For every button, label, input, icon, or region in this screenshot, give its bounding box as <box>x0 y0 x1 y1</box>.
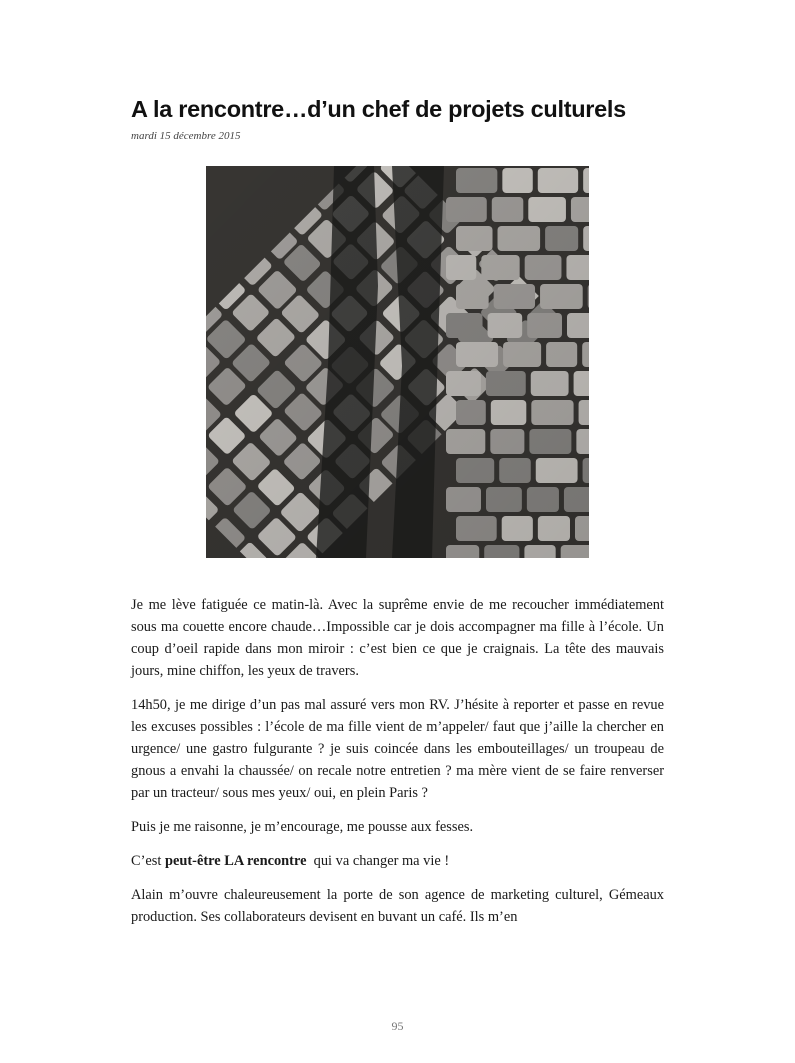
emphasis-text: peut-être LA rencontre <box>164 853 307 869</box>
article-body <box>131 594 664 928</box>
article-date: mardi 15 décembre 2015 <box>131 130 241 142</box>
cobblestone-shadow-photo <box>206 166 589 558</box>
paragraph: Alain m’ouvre chaleureusement la porte de son agence de marketing culturel, Gémeaux production. Ses collaborateurs devisent en buvant un café. Ils m’en <box>131 887 664 925</box>
paragraph: 14h50, je me dirige d’un pas mal assuré vers mon RV. J’hésite à reporter et passe en revue les excuses possibles : l’école de ma fille vient de m’appeler/ faut que j’aille la chercher en urgence/ une gastro fulgurante ? je suis coincée dans les embouteillages/ un troupeau de gnous a envahi la chaussée/ on recale notre entretien ? ma mère vient de se faire renverser par un tracteur/ sous mes yeux/ oui, en plein Paris ? <box>131 697 664 801</box>
paragraph: Puis je me raisonne, je m’encourage, me pousse aux fesses. <box>131 819 474 835</box>
paragraph-text: qui va changer ma vie ! <box>306 853 450 869</box>
paragraph <box>131 850 664 872</box>
article-title: A la rencontre…d’un chef de projets culturels <box>131 96 626 122</box>
paragraph: Je me lève fatiguée ce matin-là. Avec la suprême envie de me recoucher immédiatement sous ma couette encore chaude…Impossible car je dois accompagner ma fille à l’école. Un coup d’oeil rapide dans mon miroir : c’est bien ce que je craignais. La tête des mauvais jours, mine chiffon, les yeux de travers. <box>131 597 664 679</box>
page-number: 95 <box>391 1019 404 1033</box>
paragraph-text: C’est <box>131 853 165 869</box>
